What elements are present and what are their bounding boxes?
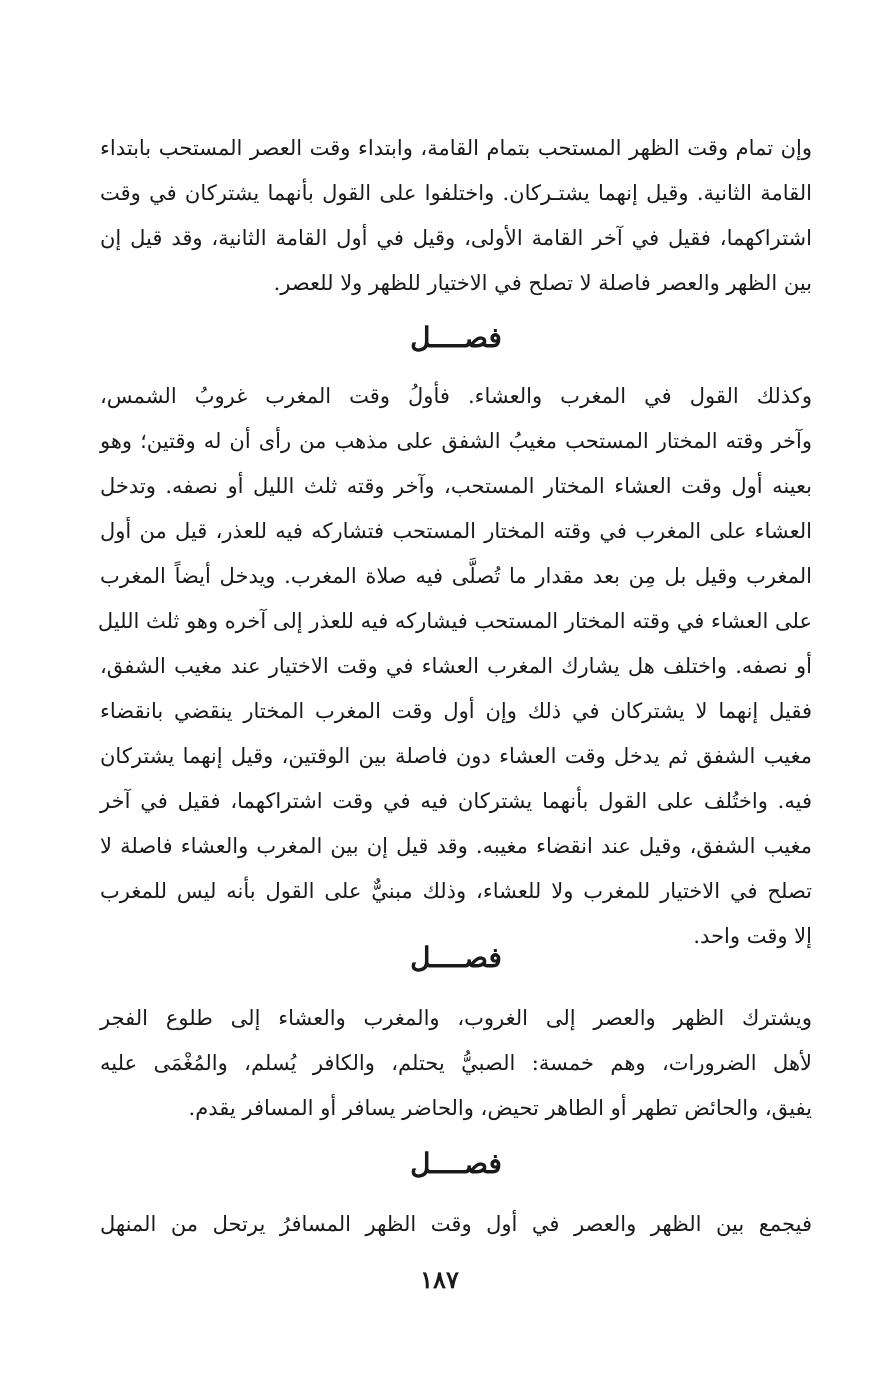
text-line: أو نصفه. واختلف هل يشارك المغرب العشاء في وقت الاختيار عند مغيب الشفق، (100, 654, 812, 678)
text-line: على العشاء في وقته المختار المستحب فيشاركه فيه للعذر إلى آخره وهو ثلث الليل (97, 609, 812, 633)
text-line: اشتراكهما، فقيل في آخر القامة الأولى، وقيل في أول القامة الثانية، وقد قيل إن (100, 226, 812, 250)
text-line: القامة الثانية. وقيل إنهما يشتـركان. واختلفوا على القول بأنهما يشتركان في وقت (100, 181, 812, 205)
text-line: وكذلك القول في المغرب والعشاء. فأولُ وقت المغرب غروبُ الشمس، (100, 384, 812, 408)
text-line: مغيب الشفق ثم يدخل وقت العشاء دون فاصلة بين الوقتين، وقيل إنهما يشتركان (100, 744, 812, 768)
text-line: فيجمع بين الظهر والعصر في أول وقت الظهر المسافرُ يرتحل من المنهل (100, 1212, 812, 1236)
section-heading: فصــــل (410, 941, 502, 974)
text-line: لأهل الضرورات، وهم خمسة: الصبيُّ يحتلم، والكافر يُسلم، والمُغْمَى عليه (100, 1051, 812, 1075)
text-line: بعينه أول وقت العشاء المختار المستحب، وآخر وقته ثلث الليل أو نصفه. وتدخل (100, 474, 812, 498)
text-line: إلا وقت واحد. (693, 924, 812, 948)
section-heading: فصــــل (410, 1147, 502, 1180)
page-number: ١٨٧ (420, 1265, 459, 1294)
section-heading: فصــــل (410, 321, 502, 354)
text-line: وإن تمام وقت الظهر المستحب بتمام القامة، وابتداء وقت العصر المستحب بابتداء (100, 136, 812, 160)
text-line: يفيق، والحائض تطهر أو الطاهر تحيض، والحاضر يسافر أو المسافر يقدم. (188, 1096, 812, 1120)
text-line: تصلح في الاختيار للمغرب ولا للعشاء، وذلك مبنيٌّ على القول بأنه ليس للمغرب (100, 879, 812, 903)
text-line: ويشترك الظهر والعصر إلى الغروب، والمغرب والعشاء إلى طلوع الفجر (100, 1006, 812, 1030)
text-line: بين الظهر والعصر فاصلة لا تصلح في الاختيار للظهر ولا للعصر. (273, 271, 812, 295)
text-line: مغيب الشفق، وقيل عند انقضاء مغيبه. وقد قيل إن بين المغرب والعشاء فاصلة لا (100, 834, 812, 858)
text-line: العشاء على المغرب في وقته المختار المستحب فتشاركه فيه للعذر، قيل من أول (100, 519, 812, 543)
text-line: المغرب وقيل بل مِن بعد مقدار ما تُصلَّى فيه صلاة المغرب. ويدخل أيضاً المغرب (100, 564, 812, 588)
text-line: فقيل إنهما لا يشتركان في ذلك وإن أول وقت المغرب المختار ينقضي بانقضاء (100, 699, 812, 723)
text-line: وآخر وقته المختار المستحب مغيبُ الشفق على مذهب من رأى أن له وقتين؛ وهو (100, 429, 812, 453)
text-line: فيه. واختُلف على القول بأنهما يشتركان فيه في وقت اشتراكهما، فقيل في آخر (100, 789, 812, 813)
